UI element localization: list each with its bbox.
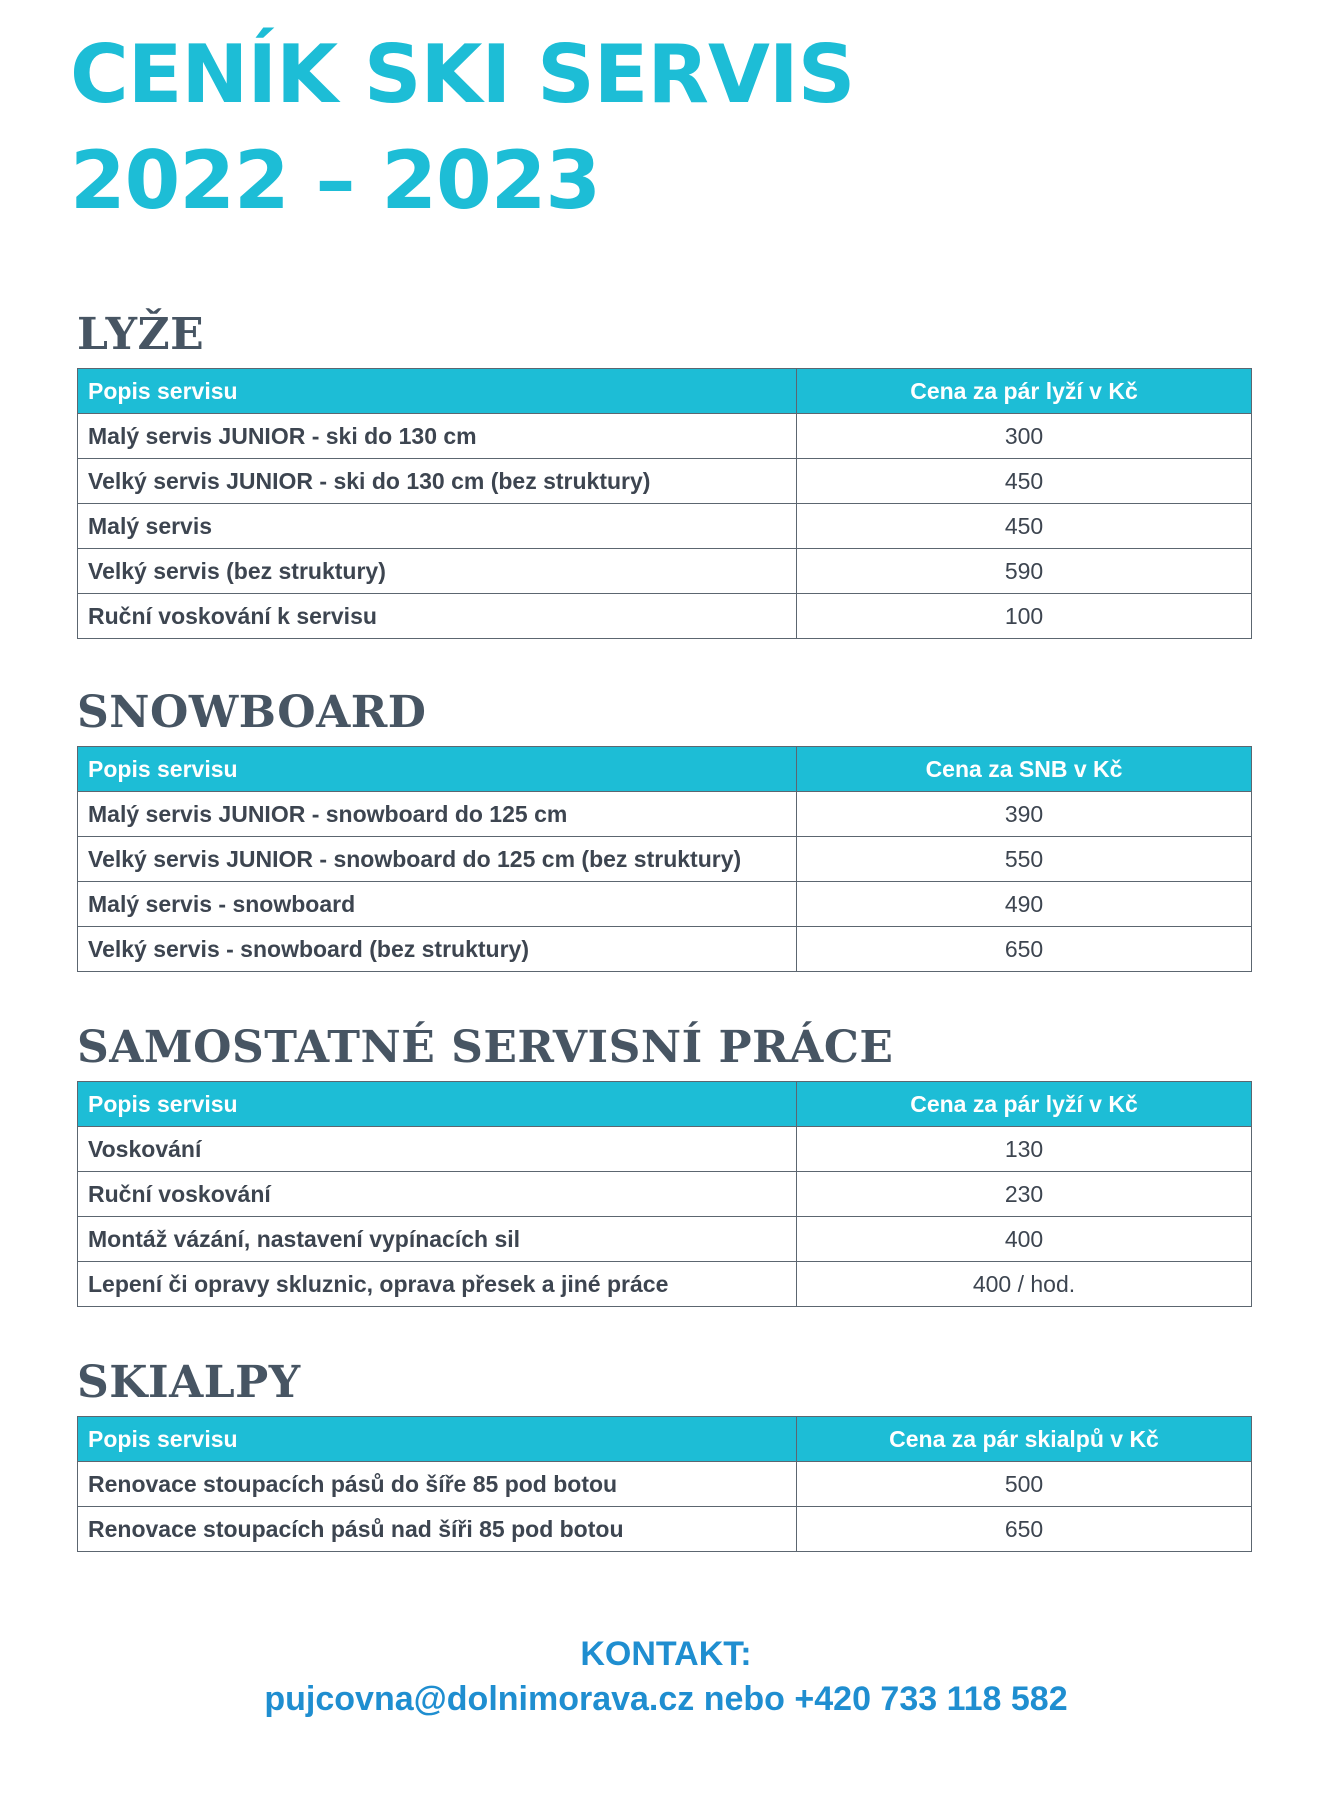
service-price: 590 bbox=[797, 549, 1252, 594]
section-snowboard bbox=[77, 688, 1251, 972]
page-title bbox=[70, 22, 854, 234]
page-title-line-1: CENÍK SKI SERVIS bbox=[70, 28, 855, 121]
service-price: 130 bbox=[797, 1127, 1252, 1172]
price-table bbox=[77, 746, 1252, 972]
table-row bbox=[78, 459, 1252, 504]
section-heading: SNOWBOARD bbox=[77, 687, 427, 738]
table-row bbox=[78, 837, 1252, 882]
header-price: Cena za pár lyží v Kč bbox=[797, 1082, 1252, 1127]
service-price: 650 bbox=[797, 927, 1252, 972]
service-price: 450 bbox=[797, 459, 1252, 504]
service-description: Malý servis - snowboard bbox=[78, 882, 797, 927]
table-row bbox=[78, 1462, 1252, 1507]
service-description: Velký servis JUNIOR - ski do 130 cm (bez struktury) bbox=[78, 459, 797, 504]
service-price: 500 bbox=[797, 1462, 1252, 1507]
section-heading: SKIALPY bbox=[77, 1357, 301, 1408]
service-price: 100 bbox=[797, 594, 1252, 639]
section-skialpy bbox=[77, 1358, 1251, 1552]
service-description: Velký servis (bez struktury) bbox=[78, 549, 797, 594]
table-row bbox=[78, 1262, 1252, 1307]
service-description: Renovace stoupacích pásů nad šíři 85 pod botou bbox=[78, 1507, 797, 1552]
header-description: Popis servisu bbox=[78, 1417, 797, 1462]
table-row bbox=[78, 792, 1252, 837]
table-row bbox=[78, 882, 1252, 927]
table-row bbox=[78, 504, 1252, 549]
contact-details: pujcovna@dolnimorava.cz nebo +420 733 118 582 bbox=[264, 1680, 1068, 1718]
service-description: Malý servis bbox=[78, 504, 797, 549]
service-price: 400 bbox=[797, 1217, 1252, 1262]
service-description: Renovace stoupacích pásů do šíře 85 pod botou bbox=[78, 1462, 797, 1507]
table-row bbox=[78, 549, 1252, 594]
service-price: 490 bbox=[797, 882, 1252, 927]
header-description: Popis servisu bbox=[78, 369, 797, 414]
table-row bbox=[78, 594, 1252, 639]
page-title-line-2: 2022 – 2023 bbox=[70, 134, 601, 227]
table-row bbox=[78, 1172, 1252, 1217]
contact-label: KONTAKT: bbox=[580, 1635, 752, 1673]
service-description: Voskování bbox=[78, 1127, 797, 1172]
service-price: 650 bbox=[797, 1507, 1252, 1552]
service-price: 300 bbox=[797, 414, 1252, 459]
service-price: 550 bbox=[797, 837, 1252, 882]
service-description: Velký servis - snowboard (bez struktury) bbox=[78, 927, 797, 972]
section-heading: SAMOSTATNÉ SERVISNÍ PRÁCE bbox=[77, 1022, 894, 1073]
price-table bbox=[77, 1081, 1252, 1307]
table-header-row bbox=[78, 1082, 1252, 1127]
header-description: Popis servisu bbox=[78, 747, 797, 792]
service-description: Velký servis JUNIOR - snowboard do 125 cm (bez struktury) bbox=[78, 837, 797, 882]
table-row bbox=[78, 927, 1252, 972]
section-samostatne-prace bbox=[77, 1023, 1251, 1307]
header-description: Popis servisu bbox=[78, 1082, 797, 1127]
service-description: Montáž vázání, nastavení vypínacích sil bbox=[78, 1217, 797, 1262]
service-price: 230 bbox=[797, 1172, 1252, 1217]
section-lyze bbox=[77, 310, 1251, 639]
table-header-row bbox=[78, 1417, 1252, 1462]
service-price: 390 bbox=[797, 792, 1252, 837]
table-header-row bbox=[78, 369, 1252, 414]
price-table bbox=[77, 368, 1252, 639]
table-row bbox=[78, 1507, 1252, 1552]
table-row bbox=[78, 414, 1252, 459]
header-price: Cena za pár lyží v Kč bbox=[797, 369, 1252, 414]
header-price: Cena za SNB v Kč bbox=[797, 747, 1252, 792]
table-header-row bbox=[78, 747, 1252, 792]
service-price: 400 / hod. bbox=[797, 1262, 1252, 1307]
service-description: Lepení či opravy skluznic, oprava přesek a jiné práce bbox=[78, 1262, 797, 1307]
service-description: Malý servis JUNIOR - ski do 130 cm bbox=[78, 414, 797, 459]
service-description: Ruční voskování bbox=[78, 1172, 797, 1217]
price-table bbox=[77, 1416, 1252, 1552]
service-price: 450 bbox=[797, 504, 1252, 549]
table-row bbox=[78, 1217, 1252, 1262]
contact-block bbox=[0, 1632, 1332, 1722]
section-heading: LYŽE bbox=[77, 309, 205, 360]
service-description: Ruční voskování k servisu bbox=[78, 594, 797, 639]
header-price: Cena za pár skialpů v Kč bbox=[797, 1417, 1252, 1462]
table-row bbox=[78, 1127, 1252, 1172]
service-description: Malý servis JUNIOR - snowboard do 125 cm bbox=[78, 792, 797, 837]
